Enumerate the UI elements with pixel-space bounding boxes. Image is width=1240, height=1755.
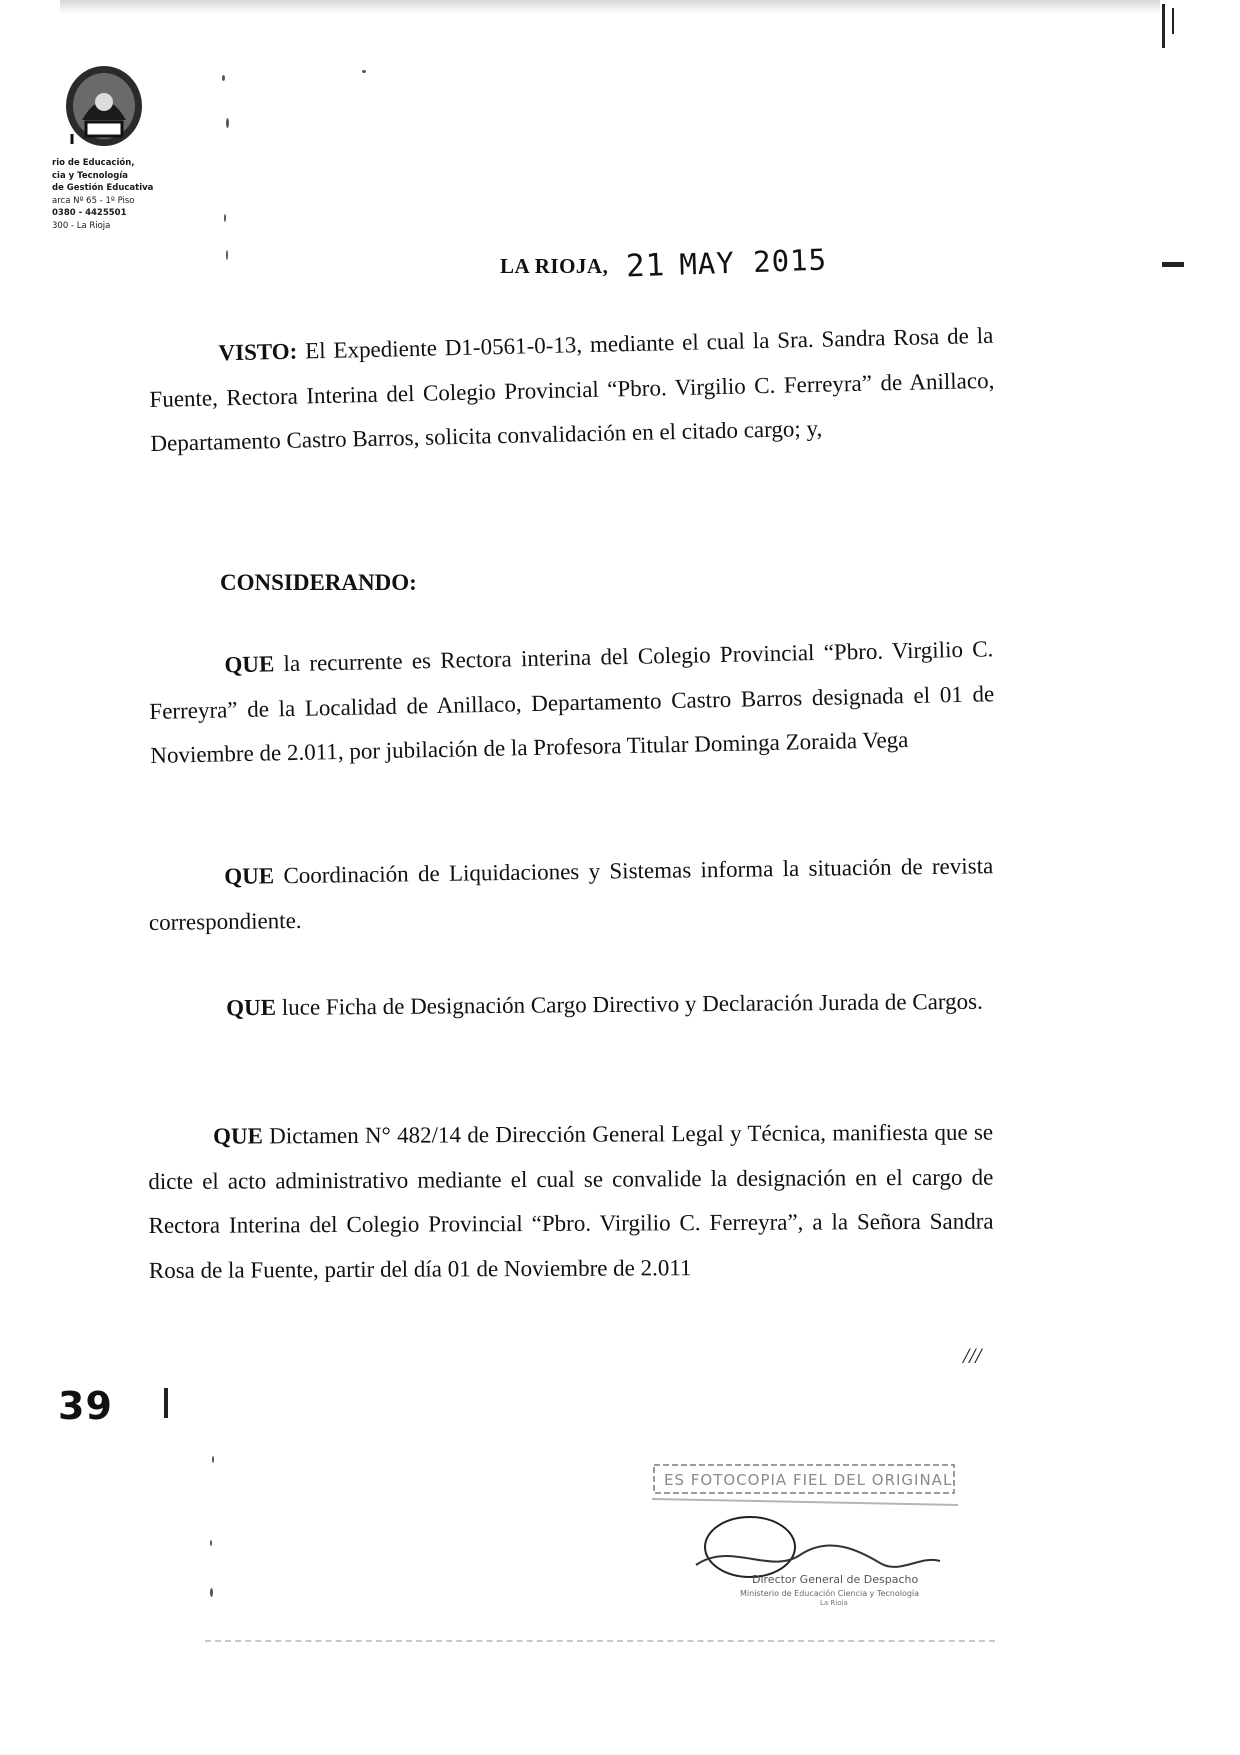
- letterhead-line: rio de Educación,: [52, 158, 135, 168]
- provincial-seal-icon: [58, 62, 150, 154]
- scan-speck: [212, 1456, 214, 1463]
- considerando-heading: CONSIDERANDO:: [220, 570, 417, 595]
- que-text: Dictamen N° 482/14 de Dirección General Legal y Técnica, manifiesta que se dicte el acto administrativo mediante el cual se convalide la designación en el cargo de Rectora Interina del Colegio Provincial “Pbro. Virgilio C. Ferreyra”, a la Señora Sandra Rosa de la Fuente, partir del día 01 de Noviembre de 2.011: [148, 1119, 994, 1283]
- dateline-place: LA RIOJA,: [500, 254, 609, 278]
- scan-top-edge: [60, 0, 1160, 14]
- bottom-scan-line: [205, 1640, 995, 1642]
- stamp-title: ES FOTOCOPIA FIEL DEL ORIGINAL: [664, 1471, 953, 1489]
- stamp-ministry: Ministerio de Educación Ciencia y Tecnología: [740, 1589, 920, 1598]
- date-stamp-day: 21: [625, 247, 667, 285]
- letterhead: [52, 62, 222, 233]
- scan-speck: [210, 1588, 213, 1597]
- scan-speck: [224, 214, 226, 222]
- stamp-city: La Rioja: [820, 1599, 848, 1605]
- que-paragraph: [148, 1111, 994, 1293]
- scan-right-edge-mark: [1162, 4, 1165, 48]
- que-text: luce Ficha de Designación Cargo Directivo y Declaración Jurada de Cargos.: [281, 988, 983, 1020]
- visto-paragraph: [148, 314, 996, 467]
- considerando-section: [220, 570, 1065, 596]
- que-text: la recurrente es Rectora interina del Colegio Provincial “Pbro. Virgilio C. Ferreyra” de la Localidad de Anillaco, Departamento Castro Barros designada el 01 de Noviembre de 2.011, por jubilación de la Profesora Titular Dominga Zoraida Vega: [149, 636, 995, 768]
- scan-right-dash: [1162, 262, 1184, 267]
- letterhead-line: cia y Tecnología: [52, 170, 128, 181]
- visto-text: El Expediente D1-0561-0-13, mediante el cual la Sra. Sandra Rosa de la Fuente, Rectora Interina del Colegio Provincial “Pbro. Virgilio C. Ferreyra” de Anillaco, Departamento Castro Barros, solicita convalidación en el citado cargo; y,: [149, 322, 995, 456]
- letterhead-line: arca Nº 65 - 1º Piso: [52, 195, 135, 206]
- que-paragraph: [148, 844, 994, 945]
- letterhead-line: 300 - La Rioja: [52, 220, 111, 231]
- scan-right-edge-mark: [1172, 8, 1174, 34]
- que-paragraph: [148, 980, 993, 1032]
- certification-stamp: [640, 1455, 970, 1605]
- que-label: QUE: [224, 651, 275, 678]
- que-label: QUE: [224, 863, 275, 889]
- que-label: QUE: [226, 994, 277, 1021]
- scan-speck: [222, 75, 225, 81]
- page-number: 39: [58, 1384, 113, 1428]
- date-stamp: [626, 242, 828, 285]
- visto-label: VISTO:: [218, 338, 298, 366]
- letterhead-line: 0380 - 4425501: [52, 208, 127, 219]
- scan-speck: [226, 118, 229, 128]
- letterhead-line: de Gestión Educativa: [52, 183, 154, 194]
- scan-speck: [362, 70, 366, 73]
- continuation-mark: ///: [963, 1343, 982, 1368]
- dateline: [500, 242, 828, 285]
- scan-speck: [210, 1540, 212, 1546]
- que-text: Coordinación de Liquidaciones y Sistemas informa la situación de revista correspondiente.: [148, 853, 994, 935]
- letterhead-lines: [52, 157, 222, 233]
- que-label: QUE: [213, 1123, 264, 1149]
- stamp-role: Director General de Despacho: [752, 1573, 919, 1586]
- date-stamp-month-year: MAY 2015: [679, 242, 828, 282]
- scan-speck: [226, 250, 228, 260]
- page-number-tick: [164, 1388, 168, 1418]
- que-paragraph: [148, 627, 996, 778]
